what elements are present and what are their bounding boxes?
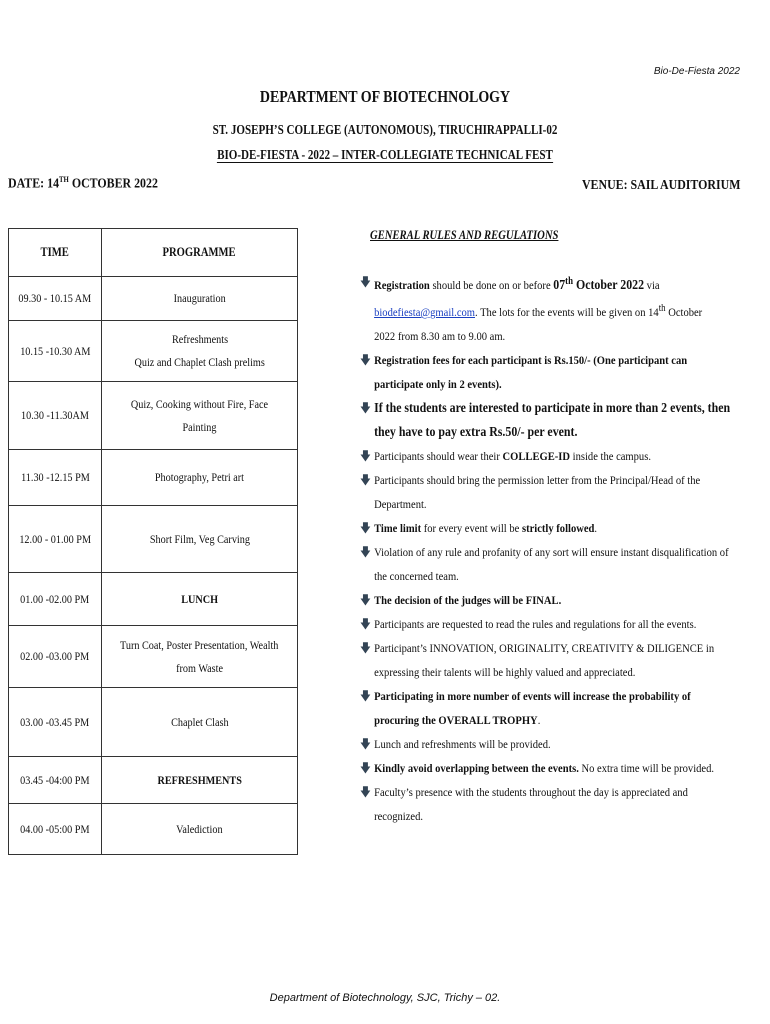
arrow-down-icon: 🡇 [360,401,371,415]
arrow-down-icon: 🡇 [360,761,371,775]
programme-cell: REFRESHMENTS [102,757,298,804]
table-row [9,321,298,382]
programme-cell: Turn Coat, Poster Presentation, Wealth from Waste [102,626,298,688]
list-item: 🡇 Faculty’s presence with the students throughout the day is appreciated and recognized. [360,780,752,828]
programme-column-header: PROGRAMME [102,229,298,277]
page-footer: Department of Biotechnology, SJC, Trichy – 02. [269,992,501,1004]
list-item: 🡇 Lunch and refreshments will be provided. [360,732,752,756]
programme-cell: Inauguration [102,277,298,321]
rules-heading: GENERAL RULES AND REGULATIONS [370,228,559,242]
arrow-down-icon: 🡇 [360,617,371,631]
list-item: 🡇 Participants are requested to read the rules and regulations for all the events. [360,612,752,636]
rules-list [360,270,740,828]
programme-cell: Refreshments Quiz and Chaplet Clash prelims [102,321,298,382]
list-item: 🡇 Registration should be done on or before 07th October 2022 via biodefiesta@gmail.com. The lots for the events will be given on 14th October 2022 from 8.30 am to 9.00 am. [360,270,752,348]
list-item: 🡇 Violation of any rule and profanity of any sort will ensure instant disqualification of the concerned team. [360,540,752,588]
schedule-table [8,228,298,855]
time-cell: 12.00 - 01.00 PM [9,506,102,573]
table-row [9,573,298,626]
event-venue: VENUE: SAIL AUDITORIUM [581,178,740,193]
table-row [9,688,298,757]
time-cell: 04.00 -05:00 PM [9,804,102,855]
arrow-down-icon: 🡇 [360,275,371,289]
time-cell: 09.30 - 10.15 AM [9,277,102,321]
header-tag: Bio-De-Fiesta 2022 [653,66,740,77]
arrow-down-icon: 🡇 [360,785,371,799]
arrow-down-icon: 🡇 [360,353,371,367]
table-row [9,757,298,804]
arrow-down-icon: 🡇 [360,473,371,487]
arrow-down-icon: 🡇 [360,593,371,607]
list-item: 🡇 If the students are interested to participate in more than 2 events, then they have to pay extra Rs.50/- per event. [360,396,752,444]
time-cell: 01.00 -02.00 PM [9,573,102,626]
programme-cell: Chaplet Clash [102,688,298,757]
page-title: DEPARTMENT OF BIOTECHNOLOGY [259,87,511,106]
email-link[interactable]: biodefiesta@gmail.com [374,305,476,319]
list-item: 🡇 The decision of the judges will be FINAL. [360,588,752,612]
arrow-down-icon: 🡇 [360,521,371,535]
arrow-down-icon: 🡇 [360,449,371,463]
list-item: 🡇 Registration fees for each participant is Rs.150/- (One participant can participate only in 2 events). [360,348,752,396]
time-cell: 10.30 -11.30AM [9,382,102,450]
time-cell: 02.00 -03.00 PM [9,626,102,688]
arrow-down-icon: 🡇 [360,641,371,655]
programme-cell: Short Film, Veg Carving [102,506,298,573]
time-cell: 03.45 -04:00 PM [9,757,102,804]
event-name [69,147,700,163]
programme-cell: Valediction [102,804,298,855]
time-column-header: TIME [9,229,102,277]
table-row [9,626,298,688]
table-row [9,804,298,855]
list-item: 🡇 Participant’s INNOVATION, ORIGINALITY, CREATIVITY & DILIGENCE in expressing their talents will be highly valued and appreciated. [360,636,752,684]
arrow-down-icon: 🡇 [360,737,371,751]
event-name-text: BIO-DE-FIESTA - 2022 – INTER-COLLEGIATE TECHNICAL FEST [217,147,553,162]
table-row [9,382,298,450]
arrow-down-icon: 🡇 [360,689,371,703]
arrow-down-icon: 🡇 [360,545,371,559]
table-row [9,506,298,573]
list-item: 🡇 Participating in more number of events will increase the probability of procuring the OVERALL TROPHY. [360,684,752,732]
list-item: 🡇 Kindly avoid overlapping between the events. No extra time will be provided. [360,756,752,780]
table-row [9,450,298,506]
programme-cell: LUNCH [102,573,298,626]
time-cell: 10.15 -10.30 AM [9,321,102,382]
event-date: DATE: 14TH OCTOBER 2022 [8,175,158,192]
table-row [9,277,298,321]
programme-cell: Quiz, Cooking without Fire, Face Painting [102,382,298,450]
time-cell: 03.00 -03.45 PM [9,688,102,757]
list-item: 🡇 Participants should bring the permission letter from the Principal/Head of the Department. [360,468,752,516]
time-cell: 11.30 -12.15 PM [9,450,102,506]
list-item: 🡇 Time limit for every event will be strictly followed. [360,516,752,540]
list-item: 🡇 Participants should wear their COLLEGE-ID inside the campus. [360,444,752,468]
college-name: ST. JOSEPH’S COLLEGE (AUTONOMOUS), TIRUCHIRAPPALLI-02 [212,122,558,137]
programme-cell: Photography, Petri art [102,450,298,506]
